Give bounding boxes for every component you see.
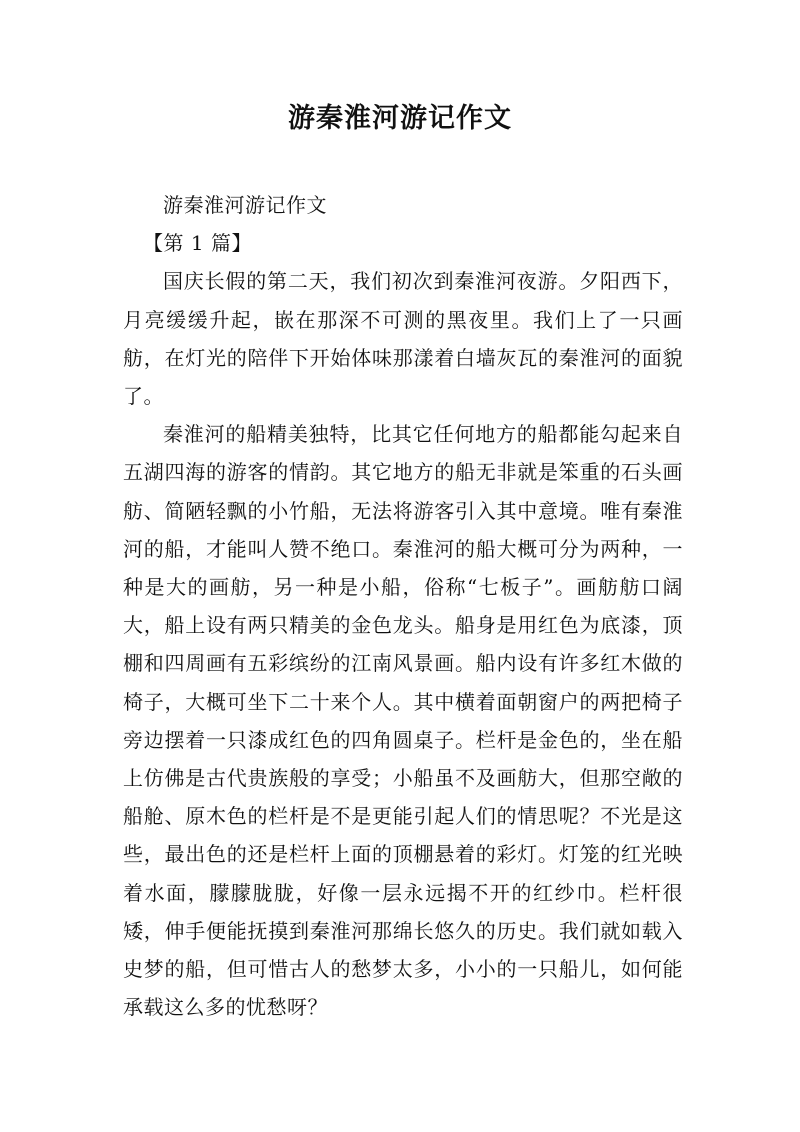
paragraph-1: 国庆长假的第二天，我们初次到秦淮河夜游。夕阳西下，月亮缓缓升起，嵌在那深不可测的黑夜里。我们上了一只画舫，在灯光的陪伴下开始体味那漾着白墙灰瓦的秦淮河的面貌了。 [123,269,683,409]
page-title: 游秦淮河游记作文 [288,103,512,134]
paragraph-2: 秦淮河的船精美独特，比其它任何地方的船都能勾起来自五湖四海的游客的情韵。其它地方的船无非就是笨重的石头画舫、简陋轻飘的小竹船，无法将游客引入其中意境。唯有秦淮河的船，才能叫人赞不绝口。秦淮河的船大概可分为两种，一种是大的画舫，另一种是小船，俗称“七板子”。画舫舫口阔大，船上设有两只精美的金色龙头。船身是用红色为底漆，顶棚和四周画有五彩缤纷的江南风景画。船内设有许多红木做的椅子，大概可坐下二十来个人。其中横着面朝窗户的两把椅子旁边摆着一只漆成红色的四角圆桌子。栏杆是金色的，坐在船上仿佛是古代贵族般的享受；小船虽不及画舫大，但那空敞的船舱、原木色的栏杆是不是更能引起人们的情思呢？不光是这些，最出色的还是栏杆上面的顶棚悬着的彩灯。灯笼的红光映着水面，朦朦胧胧，好像一层永远揭不开的红纱巾。栏杆很矮，伸手便能抚摸到秦淮河那绵长悠久的历史。我们就如载入史梦的船，但可惜古人的愁梦太多，小小的一只船儿，如何能承载这么多的忧愁呀？ [123,422,683,1020]
document-body [123,186,683,1026]
subtitle-line: 游秦淮河游记作文 [163,193,327,217]
section-label: 【第 1 篇】 [143,231,252,256]
